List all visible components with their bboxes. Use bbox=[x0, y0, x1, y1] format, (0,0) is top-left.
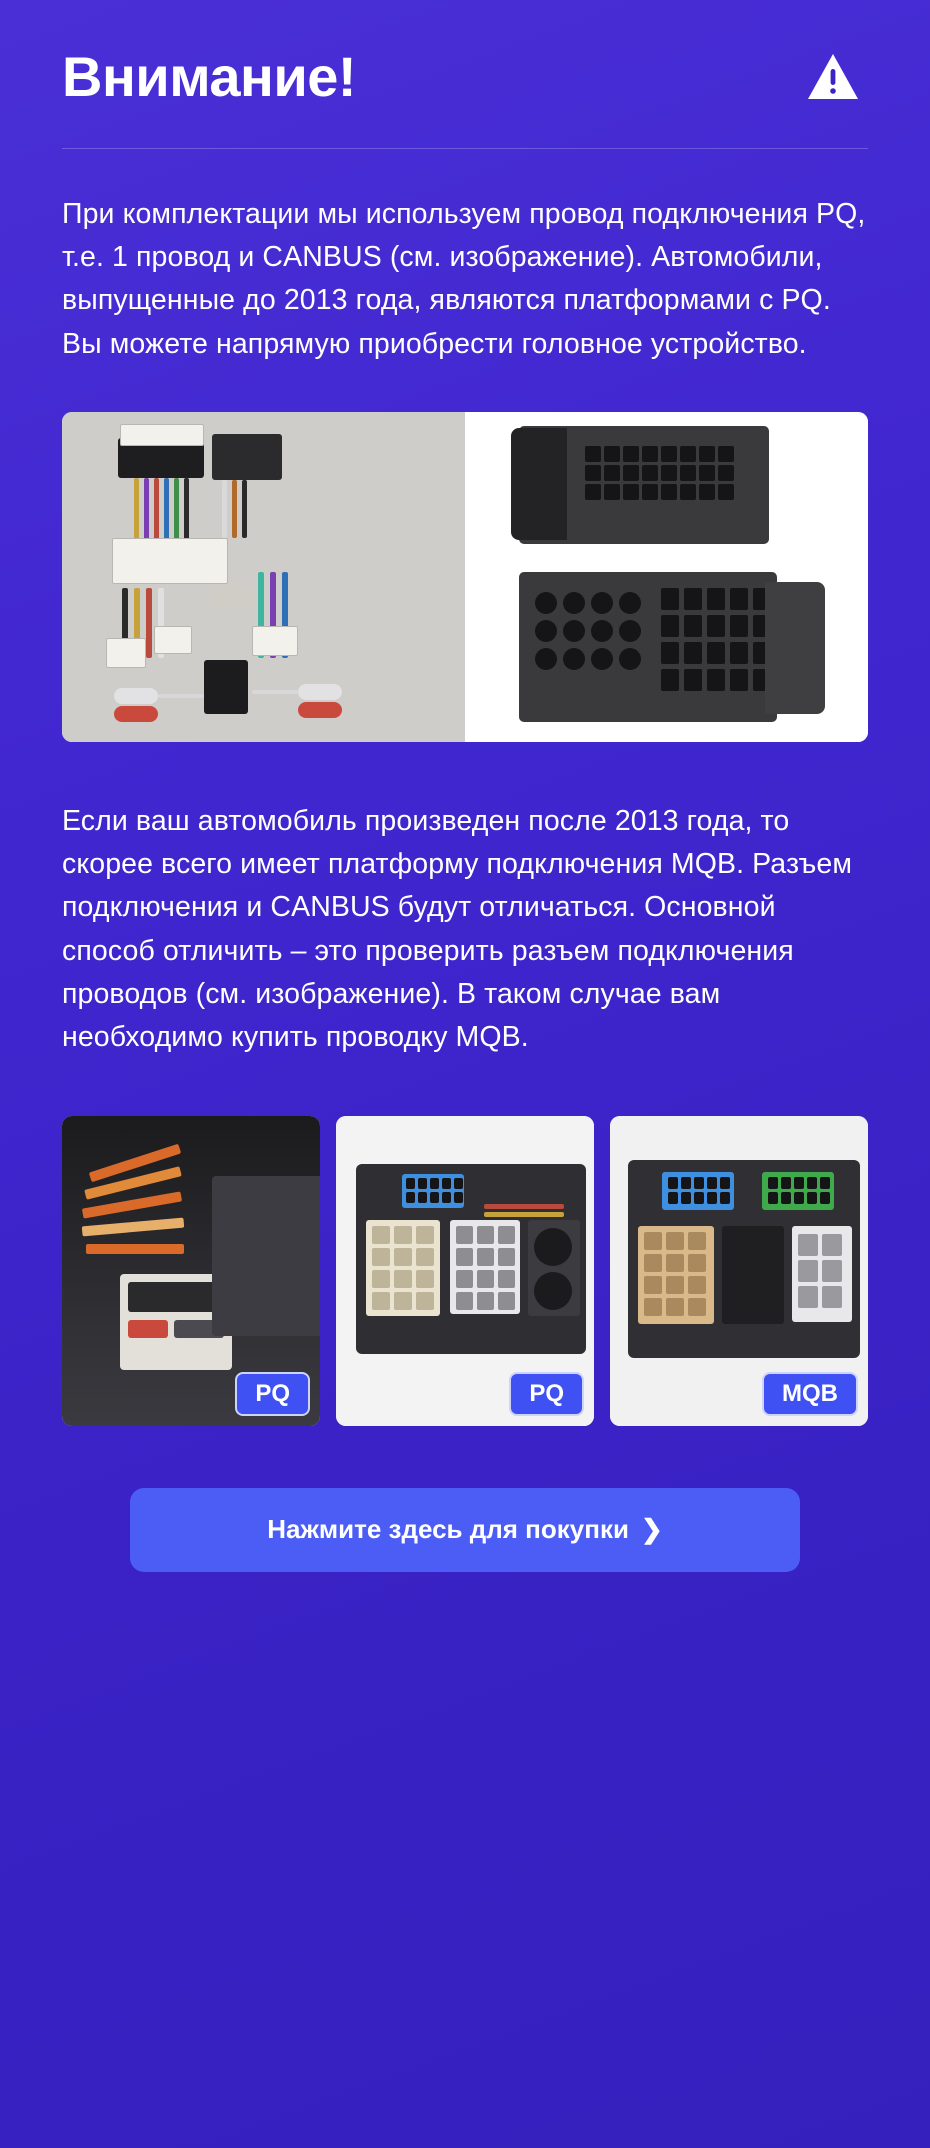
status-badge: PQ bbox=[509, 1372, 584, 1416]
status-badge: PQ bbox=[235, 1372, 310, 1416]
chevron-right-icon: ❯ bbox=[640, 1514, 663, 1545]
comparison-gallery bbox=[62, 1116, 868, 1426]
gallery-item bbox=[610, 1116, 868, 1426]
gallery-item bbox=[336, 1116, 594, 1426]
pq-connector-photo bbox=[465, 412, 868, 742]
paragraph-pq: При комплектации мы используем провод подключения PQ, т.е. 1 провод и CANBUS (см. изображение). Автомобили, выпущенные до 2013 года, являются платформами с PQ. Вы можете напрямую приобрести головное устройство. bbox=[62, 197, 866, 360]
cta-label: Нажмите здесь для покупки bbox=[267, 1514, 629, 1545]
pq-wiring-harness-photo bbox=[62, 412, 465, 742]
cta-container bbox=[62, 1488, 868, 1572]
page-title: Внимание! bbox=[62, 45, 357, 108]
paragraph-mqb: Если ваш автомобиль произведен после 2013 года, то скорее всего имеет платформу подключения MQB. Разъем подключения и CANBUS будут отличаться. Основной способ отличить – это проверить разъем подключения проводов (см. изображение). В таком случае вам необходимо купить проводку MQB. bbox=[62, 804, 853, 1054]
warning-triangle-icon bbox=[806, 52, 860, 102]
buy-now-button[interactable] bbox=[130, 1488, 800, 1572]
page-header bbox=[62, 0, 868, 108]
header-divider bbox=[62, 148, 868, 149]
gallery-item bbox=[62, 1116, 320, 1426]
figure-pq bbox=[62, 412, 868, 742]
status-badge: MQB bbox=[762, 1372, 858, 1416]
